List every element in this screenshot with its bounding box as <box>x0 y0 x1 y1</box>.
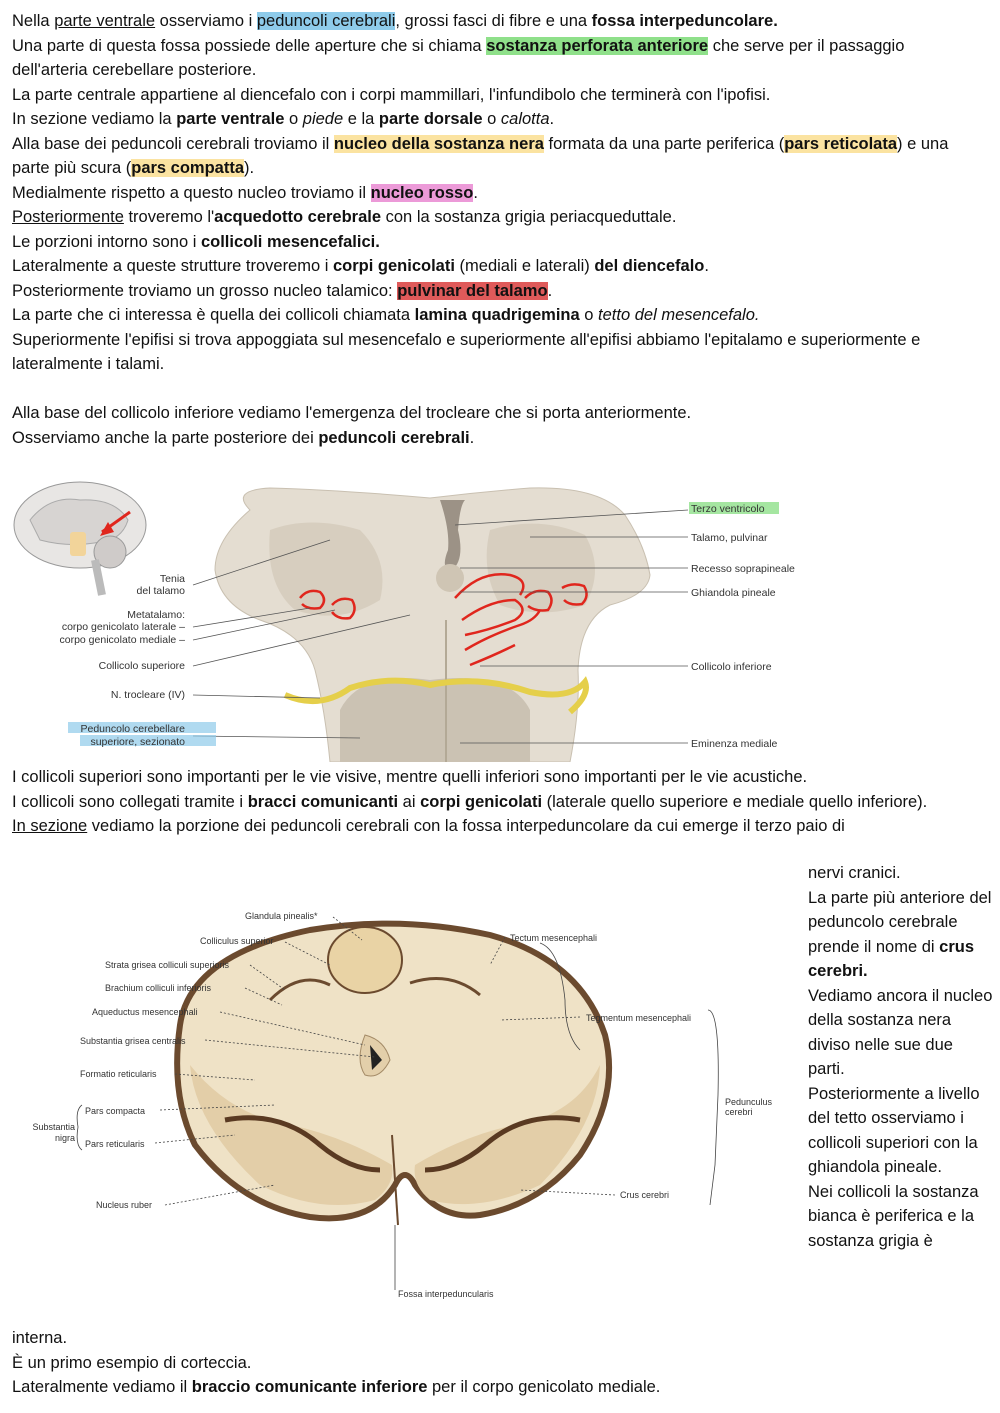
paragraph: In sezione vediamo la parte ventrale o piede e la parte dorsale o calotta. <box>12 110 555 128</box>
label-pars-reticularis: Pars reticularis <box>85 1139 145 1149</box>
midbrain-section-figure <box>20 895 795 1315</box>
label-aqueductus: Aqueductus mesencephali <box>92 1007 198 1017</box>
paragraph: interna. <box>12 1329 68 1347</box>
paragraph: La parte che ci interessa è quella dei collicoli chiamata lamina quadrigemina o tetto del mesencefalo. <box>12 306 760 324</box>
label-collicolo-inferiore: Collicolo inferiore <box>691 661 772 673</box>
label-strata-grisea: Strata grisea colliculi superioris <box>105 960 230 970</box>
paragraph: Lateralmente a queste strutture troveremo i corpi genicolati (mediali e laterali) del diencefalo. <box>12 257 709 275</box>
label-pedunculus: Pedunculus <box>725 1097 773 1107</box>
paragraph: Posteriormente a livello del tetto osserviamo i collicoli superiori con la ghiandola pineale. <box>808 1084 980 1176</box>
label-eminenza-mediale: Eminenza mediale <box>691 738 778 750</box>
label-substantia-grisea: Substantia grisea centralis <box>80 1036 186 1046</box>
brainstem-image <box>215 488 650 762</box>
paragraph: I collicoli superiori sono importanti per le vie visive, mentre quelli inferiori sono importanti per le vie acustiche. <box>12 768 808 786</box>
label-recesso: Recesso soprapineale <box>691 563 795 575</box>
label-substantia: Substantia <box>32 1122 75 1132</box>
paragraph: Nei collicoli la sostanza bianca è periferica e la sostanza grigia è <box>808 1182 979 1250</box>
label-genicolato-mediale: corpo genicolato mediale – <box>59 634 185 646</box>
label-pars-compacta: Pars compacta <box>85 1106 146 1116</box>
label-collicolo-superiore: Collicolo superiore <box>98 660 185 672</box>
label-talamo-pulvinar: Talamo, pulvinar <box>691 532 768 544</box>
label-terzo-ventricolo: Terzo ventricolo <box>691 503 765 515</box>
label-ghiandola-pineale: Ghiandola pineale <box>691 587 776 599</box>
paragraph: Superiormente l'epifisi si trova appoggiata sul mesencefalo e superiormente all'epifisi abbiamo l'epitalamo e superiormente e lateralmente i talami. <box>12 330 921 373</box>
paragraph: È un primo esempio di corteccia. <box>12 1353 252 1372</box>
paragraph: Posteriormente troviamo un grosso nucleo talamico: pulvinar del talamo. <box>12 281 553 300</box>
paragraph: Nella parte ventrale osserviamo i peduncoli cerebrali, grossi fasci di fibre e una fossa interpeduncolare. <box>12 12 778 30</box>
text-block-top <box>12 9 977 450</box>
label-genicolato-laterale: corpo genicolato laterale – <box>61 621 185 633</box>
brain-inset-image <box>14 482 146 595</box>
paragraph: La parte centrale appartiene al diencefalo con i corpi mammillari, l'infundibolo che terminerà con l'ipofisi. <box>12 85 771 104</box>
midbrain-section-image <box>177 924 609 1225</box>
paragraph: Alla base del collicolo inferiore vediamo l'emergenza del trocleare che si porta anteriormente. <box>12 404 692 422</box>
label-colliculus-superior: Colliculus superior <box>200 936 274 946</box>
label-metatalamo: Metatalamo: <box>127 609 185 621</box>
label-peduncolo-2: superiore, sezionato <box>90 736 185 748</box>
label-glandula-pinealis: Glandula pinealis* <box>245 911 318 921</box>
paragraph: Posteriormente troveremo l'acquedotto cerebrale con la sostanza grigia periacqueduttale. <box>12 208 677 226</box>
paragraph: Medialmente rispetto a questo nucleo troviamo il nucleo rosso. <box>12 183 478 202</box>
paragraph: Una parte di questa fossa possiede delle aperture che si chiama sostanza perforata anteriore che serve per il passaggio dell'arteria cerebellare posteriore. <box>12 36 905 79</box>
paragraph: Le porzioni intorno sono i collicoli mesencefalici. <box>12 232 380 251</box>
paragraph: I collicoli sono collegati tramite i bracci comunicanti ai corpi genicolati (laterale quello superiore e mediale quello inferiore). <box>12 792 928 811</box>
label-cerebri: cerebri <box>725 1107 753 1117</box>
label-nigra: nigra <box>54 1133 75 1143</box>
paragraph: nervi cranici. <box>808 864 901 882</box>
label-tenia-2: del talamo <box>136 585 185 597</box>
brainstem-dorsal-figure <box>10 470 810 762</box>
text-block-bottom <box>12 1326 977 1400</box>
label-tectum: Tectum mesencephali <box>510 933 598 943</box>
label-trocleare: N. trocleare (IV) <box>110 689 185 701</box>
paragraph: Vediamo ancora il nucleo della sostanza nera diviso nelle sue due parti. <box>808 986 993 1078</box>
label-formatio-reticularis: Formatio reticularis <box>80 1069 157 1079</box>
text-block-middle <box>12 765 977 839</box>
paragraph: La parte più anteriore del peduncolo cerebrale prende il nome di crus cerebri. <box>808 888 992 980</box>
label-tegmentum: Tegmentum mesencephali <box>586 1013 692 1023</box>
label-nucleus-ruber: Nucleus ruber <box>96 1200 153 1210</box>
label-fossa-interpeduncularis: Fossa interpeduncularis <box>398 1289 494 1299</box>
label-brachium: Brachium colliculi inferioris <box>105 983 212 993</box>
label-peduncolo-1: Peduncolo cerebellare <box>80 723 185 735</box>
label-tenia-1: Tenia <box>159 573 185 585</box>
label-crus-cerebri: Crus cerebri <box>620 1190 670 1200</box>
paragraph: Osserviamo anche la parte posteriore dei peduncoli cerebrali. <box>12 428 475 447</box>
paragraph: Alla base dei peduncoli cerebrali troviamo il nucleo della sostanza nera formata da una parte periferica (pars reticolata) e una parte più scura (pars compatta). <box>12 134 949 177</box>
paragraph: In sezione vediamo la porzione dei peduncoli cerebrali con la fossa interpeduncolare da cui emerge il terzo paio di <box>12 817 845 835</box>
text-column-right <box>808 861 993 1253</box>
paragraph: Lateralmente vediamo il braccio comunicante inferiore per il corpo genicolato mediale. <box>12 1378 661 1396</box>
